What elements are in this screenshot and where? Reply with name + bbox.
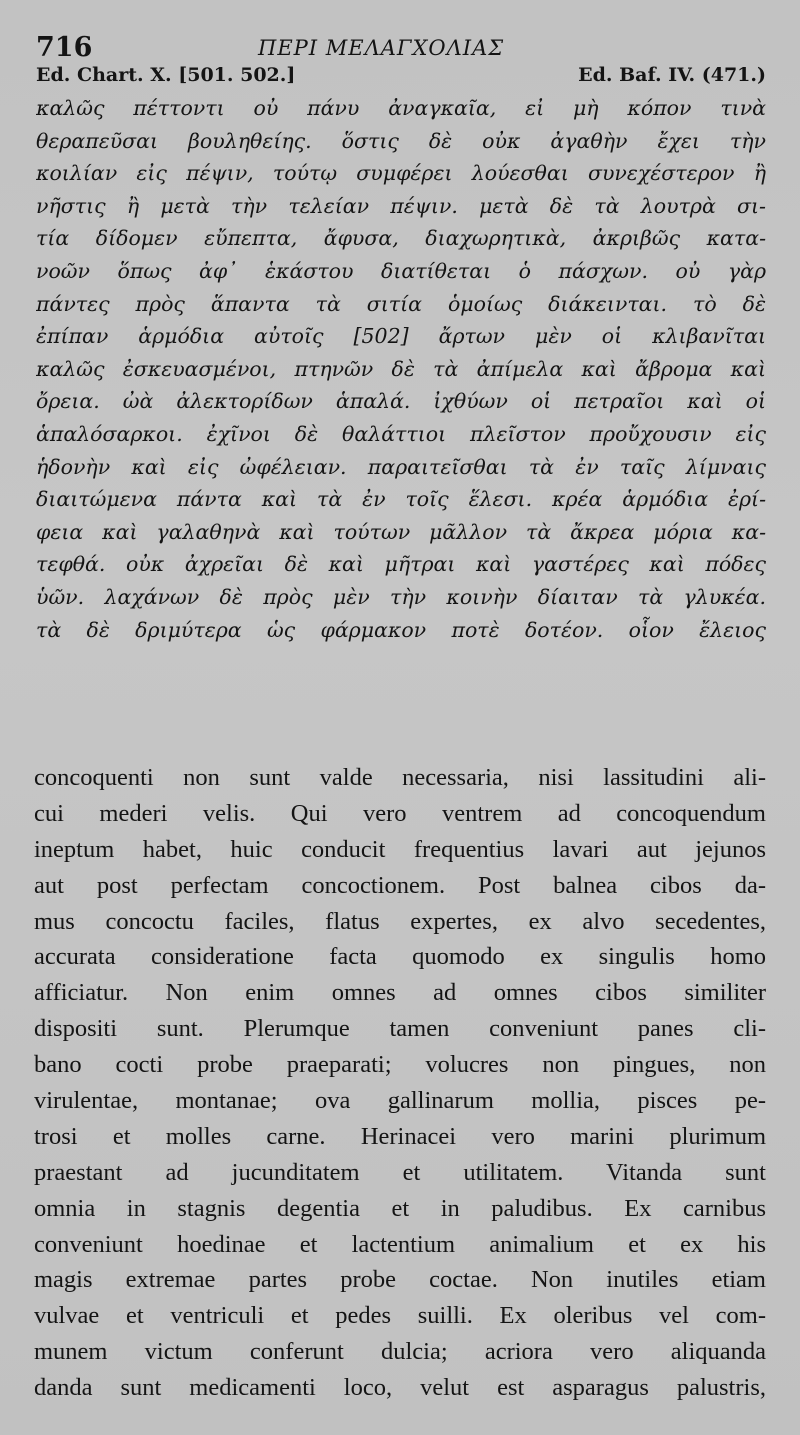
greek-text-line: θεραπεῦσαι βουληθείης. ὅστις δὲ οὐκ ἀγαθὴν ἔχει τὴν [36, 128, 766, 153]
latin-text-block [34, 760, 766, 1406]
latin-text-line: praestant ad jucunditatem et utilitatem. Vitanda sunt [34, 1158, 766, 1186]
latin-text-line: vulvae et ventriculi et pedes suilli. Ex oleribus vel com- [34, 1302, 766, 1330]
latin-text-line: concoquenti non sunt valde necessaria, nisi lassitudini ali- [34, 764, 766, 791]
greek-text-line: τεφθά. οὐκ ἀχρεῖαι δὲ καὶ μῆτραι καὶ γαστέρες καὶ πόδες [36, 552, 766, 577]
running-head [36, 28, 766, 64]
latin-text-line: danda sunt medicamenti loco, velut est asparagus palustris, [34, 1374, 766, 1402]
greek-text-line: καλῶς ἐσκευασμένοι, πτηνῶν δὲ τὰ ἀπίμελα καὶ ἄβρομα καὶ [36, 356, 766, 381]
greek-text-line: φεια καὶ γαλαθηνὰ καὶ τούτων μᾶλλον τὰ ἄκρεα μόρια κα- [36, 519, 766, 544]
greek-text-line: κοιλίαν εἰς πέψιν, τούτῳ συμφέρει λούεσθαι συνεχέστερον ἢ [36, 161, 766, 186]
latin-text-line: afficiatur. Non enim omnes ad omnes cibos similiter [34, 979, 766, 1007]
latin-text-line: conveniunt hoedinae et lactentium animalium et ex his [34, 1230, 766, 1258]
latin-text-line: bano cocti probe praeparati; volucres non pingues, non [34, 1051, 766, 1079]
latin-text-line: trosi et molles carne. Herinacei vero marini plurimum [34, 1122, 766, 1150]
greek-text-line: διαιτώμενα πάντα καὶ τὰ ἐν τοῖς ἕλεσι. κρέα ἁρμόδια ἐρί- [36, 487, 766, 512]
page-number: 716 [36, 32, 93, 63]
latin-text-line: aut post perfectam concoctionem. Post balnea cibos da- [34, 871, 766, 899]
edition-reference-line [36, 64, 766, 92]
greek-text-block [36, 92, 766, 646]
greek-text-line: τὰ δὲ δριμύτερα ὡς φάρμακον ποτὲ δοτέον. οἷον ἔλειος [36, 617, 766, 642]
latin-text-line: munem victum conferunt dulcia; acriora vero aliquanda [34, 1338, 766, 1366]
greek-text-line: νοῶν ὅπως ἀφ᾽ ἑκάστου διατίθεται ὁ πάσχων. οὐ γὰρ [36, 258, 766, 283]
greek-text-line: νῆστις ἢ μετὰ τὴν τελείαν πέψιν. μετὰ δὲ τὰ λουτρὰ σι- [36, 193, 766, 218]
latin-text-line: mus concoctu faciles, flatus expertes, ex alvo secedentes, [34, 907, 766, 935]
greek-text-line: καλῶς πέττοντι οὐ πάνυ ἀναγκαῖα, εἰ μὴ κόπον τινὰ [36, 96, 766, 120]
greek-text-line: πάντες πρὸς ἅπαντα τὰ σιτία ὁμοίως διάκεινται. τὸ δὲ [36, 291, 766, 316]
latin-text-line: omnia in stagnis degentia et in paludibus. Ex carnibus [34, 1194, 766, 1222]
edition-reference-chartier: Ed. Chart. X. [501. 502.] [36, 64, 296, 86]
page-title: ΠΕΡΙ ΜΕΛΑΓΧΟΛΙΑΣ [258, 36, 505, 60]
greek-text-line: ἐπίπαν ἁρμόδια αὐτοῖς [502] ἄρτων μὲν οἱ κλιβανῖται [36, 324, 766, 349]
greek-text-line: ὄρεια. ὠὰ ἀλεκτορίδων ἁπαλά. ἰχθύων οἱ πετραῖοι καὶ οἱ [36, 389, 766, 414]
latin-text-line: ineptum habet, huic conducit frequentius lavari aut jejunos [34, 835, 766, 863]
edition-reference-basel: Ed. Baf. IV. (471.) [578, 64, 766, 86]
latin-text-line: cui mederi velis. Qui vero ventrem ad concoquendum [34, 799, 766, 827]
latin-text-line: magis extremae partes probe coctae. Non inutiles etiam [34, 1266, 766, 1294]
greek-text-line: τία δίδομεν εὔπεπτα, ἄφυσα, διαχωρητικὰ, ἀκριβῶς κατα- [36, 226, 766, 251]
greek-text-line: ὑῶν. λαχάνων δὲ πρὸς μὲν τὴν κοινὴν δίαιταν τὰ γλυκέα. [36, 584, 766, 609]
greek-text-line: ἁπαλόσαρκοι. ἐχῖνοι δὲ θαλάττιοι πλεῖστον προὔχουσιν εἰς [36, 421, 766, 446]
latin-text-line: dispositi sunt. Plerumque tamen conveniunt panes cli- [34, 1015, 766, 1043]
latin-text-line: accurata consideratione facta quomodo ex singulis homo [34, 943, 766, 971]
latin-text-line: virulentae, montanae; ova gallinarum mollia, pisces pe- [34, 1087, 766, 1115]
greek-text-line: ἡδονὴν καὶ εἰς ὠφέλειαν. παραιτεῖσθαι τὰ ἐν ταῖς λίμναις [36, 454, 766, 479]
